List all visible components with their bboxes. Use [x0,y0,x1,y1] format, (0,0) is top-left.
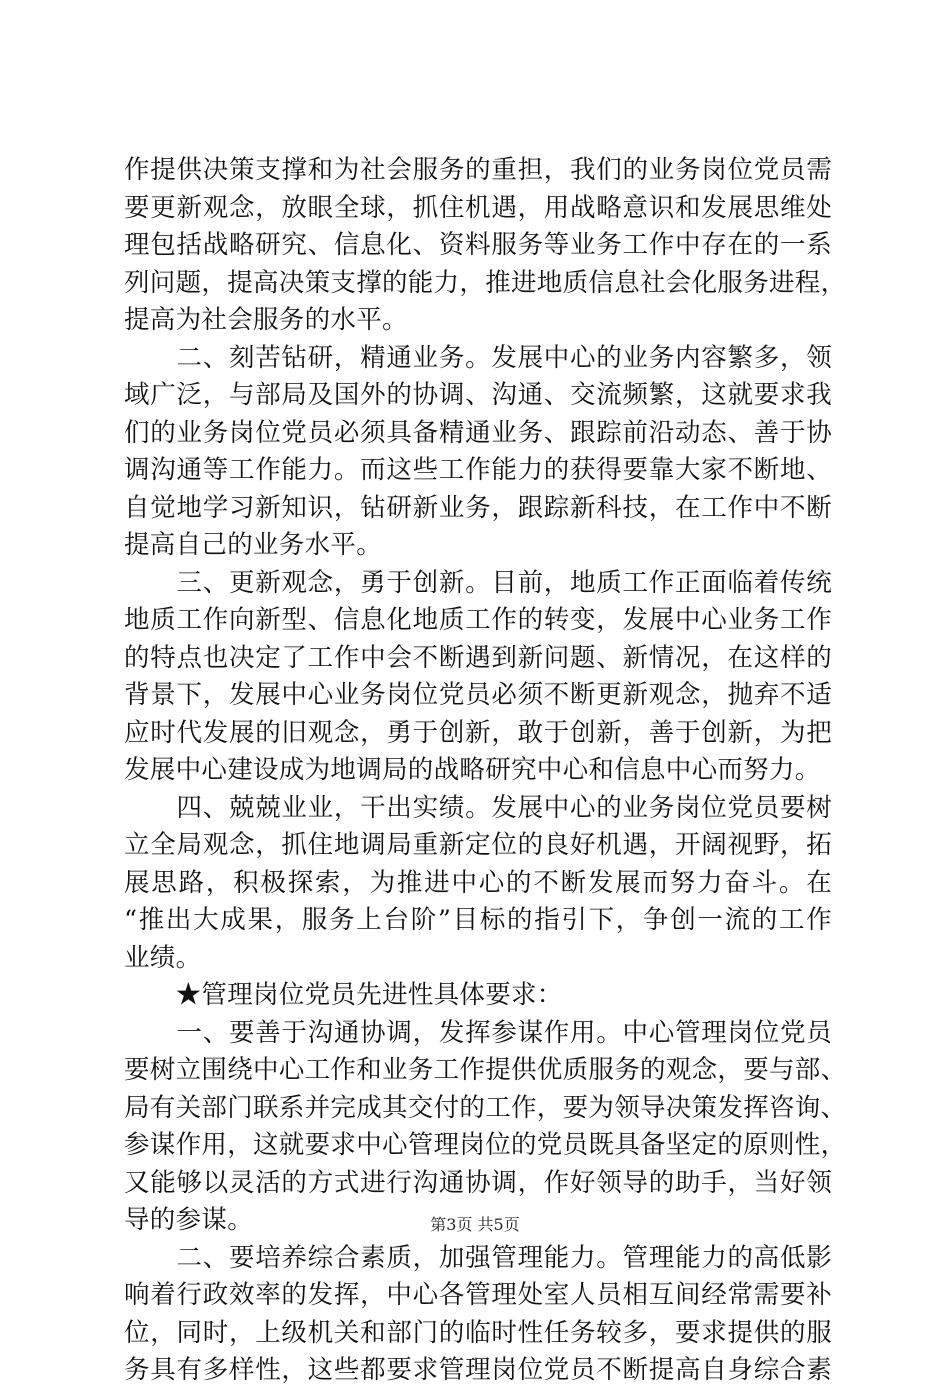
text-line: 参谋作用，这就要求中心管理岗位的党员既具备坚定的原则性， [124,1130,847,1160]
text-line: 应时代发展的旧观念，勇于创新，敢于创新，善于创新，为把 [124,717,832,748]
text-line: 位，同时，上级机关和部门的临时性任务较多，要求提供的服 [124,1317,832,1348]
text-line: 作提供决策支撑和为社会服务的重担，我们的业务岗位党员需 [124,155,832,185]
text-line: ★管理岗位党员先进性具体要求： [124,980,563,1010]
text-line: 要更新观念，放眼全球，抓住机遇，用战略意识和发展思维处 [124,192,832,223]
text-line: 立全局观念，抓住地调局重新定位的良好机遇，开阔视野，拓 [124,830,832,860]
text-line: 局有关部门联系并完成其交付的工作，要为领导决策发挥咨询、 [124,1092,847,1123]
text-line: 响着行政效率的发挥，中心各管理处室人员相互间经常需要补 [124,1280,832,1310]
text-line: 业绩。 [124,942,202,973]
text-line: 们的业务岗位党员必须具备精通业务、跟踪前沿动态、善于协 [124,417,832,448]
text-line: 四、兢兢业业，干出实绩。发展中心的业务岗位党员要树 [124,792,832,823]
text-line: 二、刻苦钻研，精通业务。发展中心的业务内容繁多，领 [124,342,832,373]
page-footer: 第3页 共5页 [430,1215,520,1234]
text-line: 背景下，发展中心业务岗位党员必须不断更新观念，抛弃不适 [124,680,832,710]
text-line: 要树立围绕中心工作和业务工作提供优质服务的观念，要与部、 [124,1055,847,1085]
text-line: 又能够以灵活的方式进行沟通协调，作好领导的助手，当好领 [124,1167,832,1198]
text-line: 务具有多样性，这些都要求管理岗位党员不断提高自身综合素 [124,1355,832,1385]
text-line: “推出大成果，服务上台阶”目标的指引下，争创一流的工作 [124,905,832,935]
text-line: 列问题，提高决策支撑的能力，推进地质信息社会化服务进程， [124,267,847,298]
text-line: 提高为社会服务的水平。 [124,305,408,335]
text-line: 的特点也决定了工作中会不断遇到新问题、新情况，在这样的 [124,642,832,673]
text-line: 地质工作向新型、信息化地质工作的转变，发展中心业务工作 [124,605,832,635]
text-line: 调沟通等工作能力。而这些工作能力的获得要靠大家不断地、 [124,455,832,485]
text-line: 发展中心建设成为地调局的战略研究中心和信息中心而努力。 [124,755,821,785]
text-line: 提高自己的业务水平。 [124,530,383,560]
text-line: 自觉地学习新知识，钻研新业务，跟踪新科技，在工作中不断 [124,492,832,523]
document-body [124,152,847,1390]
text-line: 二、要培养综合素质，加强管理能力。管理能力的高低影 [124,1242,832,1273]
text-line: 三、更新观念，勇于创新。目前，地质工作正面临着传统 [124,567,832,598]
text-line: 展思路，积极探索，为推进中心的不断发展而努力奋斗。在 [124,867,832,898]
text-line: 导的参谋。 [124,1205,254,1235]
text-line: 一、要善于沟通协调，发挥参谋作用。中心管理岗位党员 [124,1017,832,1048]
text-line: 域广泛，与部局及国外的协调、沟通、交流频繁，这就要求我 [124,380,832,410]
text-line: 理包括战略研究、信息化、资料服务等业务工作中存在的一系 [124,230,832,260]
